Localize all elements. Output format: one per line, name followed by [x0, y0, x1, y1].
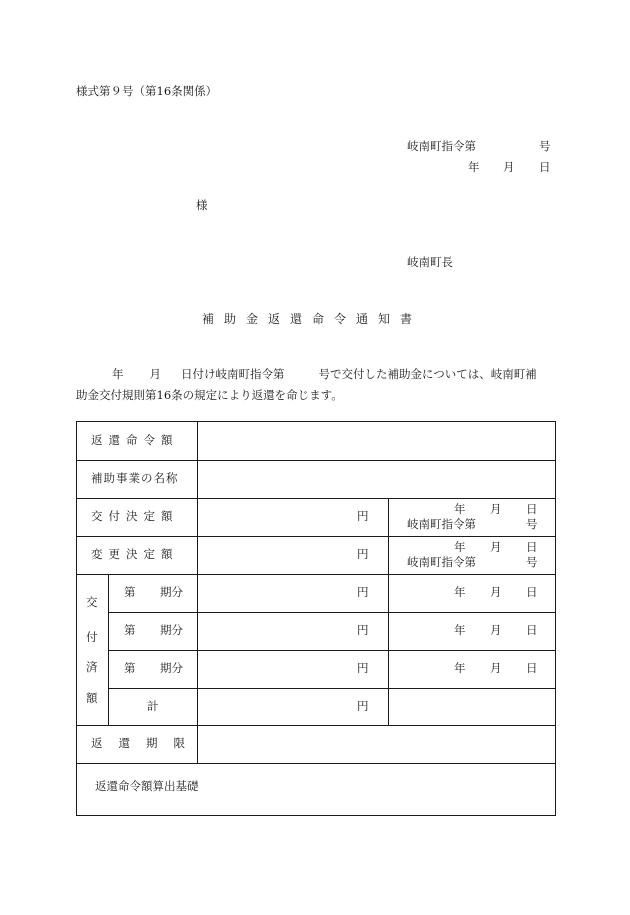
- period-3-bun: 期分: [160, 661, 183, 675]
- row-label-change-decision: 変更決定額: [91, 547, 179, 561]
- change-decision-directive-suffix: 号: [526, 555, 538, 569]
- period-1-yen: 円: [357, 585, 369, 599]
- body-directive-text: 日付け岐南町指令第: [181, 367, 285, 381]
- document-title: 補助金返還命令通知書: [202, 312, 423, 326]
- row-label-return-deadline: 返還期限: [91, 736, 201, 750]
- change-decision-year: 年: [454, 540, 466, 554]
- paid-group-char-2: 付: [86, 630, 98, 644]
- change-decision-directive-prefix: 岐南町指令第: [407, 555, 476, 569]
- sender-name: 岐南町長: [407, 255, 453, 269]
- grant-decision-month: 月: [490, 502, 502, 516]
- total-label: 計: [147, 699, 159, 713]
- body-line-1: [76, 364, 556, 385]
- body-paragraph: [76, 364, 556, 406]
- period-3-yen: 円: [357, 661, 369, 675]
- body-line-2: 助金交付規則第16条の規定により返還を命じます。: [76, 388, 343, 402]
- grant-decision-day: 日: [526, 502, 538, 516]
- row-label-basis: 返還命令額算出基礎: [95, 779, 199, 793]
- period-1-month: 月: [490, 585, 502, 599]
- period-3-day: 日: [526, 661, 538, 675]
- form-number: 様式第９号（第16条関係）: [76, 84, 218, 98]
- return-order-table: [76, 421, 556, 816]
- period-1-day: 日: [526, 585, 538, 599]
- grant-decision-directive-suffix: 号: [526, 517, 538, 531]
- addressee-honorific: 様: [196, 198, 208, 212]
- period-3-year: 年: [454, 661, 466, 675]
- period-2-bun: 期分: [160, 623, 183, 637]
- period-2-yen: 円: [357, 623, 369, 637]
- grant-decision-year: 年: [454, 502, 466, 516]
- body-month: 月: [149, 367, 161, 381]
- body-rest-text: 号で交付した補助金については、岐南町補: [318, 367, 537, 381]
- header-date-month: 月: [503, 160, 515, 174]
- paid-group-char-3: 済: [86, 660, 98, 674]
- period-2-month: 月: [490, 623, 502, 637]
- period-3-month: 月: [490, 661, 502, 675]
- header-directive-suffix: 号: [539, 139, 551, 153]
- row-label-project-name: 補助事業の名称: [91, 471, 179, 485]
- body-year: 年: [112, 367, 124, 381]
- paid-group-char-4: 額: [86, 691, 98, 705]
- period-1-year: 年: [454, 585, 466, 599]
- total-yen: 円: [357, 699, 369, 713]
- paid-group-char-1: 交: [86, 595, 98, 609]
- period-2-year: 年: [454, 623, 466, 637]
- row-label-grant-decision: 交付決定額: [91, 509, 179, 523]
- change-decision-day: 日: [526, 540, 538, 554]
- period-3-dai: 第: [124, 661, 136, 675]
- header-directive-prefix: 岐南町指令第: [407, 139, 476, 153]
- grant-decision-directive-prefix: 岐南町指令第: [407, 517, 476, 531]
- period-1-dai: 第: [124, 585, 136, 599]
- header-date-year: 年: [468, 160, 480, 174]
- header-date-day: 日: [539, 160, 551, 174]
- change-decision-month: 月: [490, 540, 502, 554]
- grant-decision-yen: 円: [357, 509, 369, 523]
- change-decision-yen: 円: [357, 547, 369, 561]
- period-2-dai: 第: [124, 623, 136, 637]
- row-label-return-amount: 返還命令額: [91, 433, 179, 447]
- period-1-bun: 期分: [160, 585, 183, 599]
- period-2-day: 日: [526, 623, 538, 637]
